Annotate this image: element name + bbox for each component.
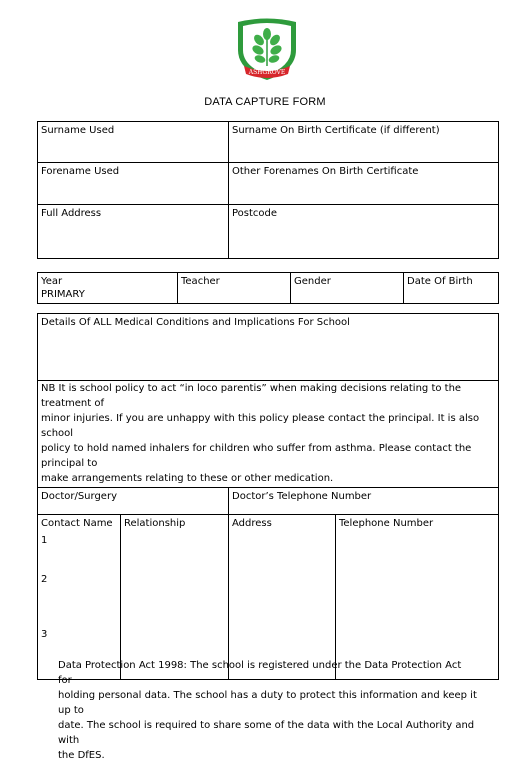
year-label: Year: [41, 276, 63, 287]
forename-used-label: Forename Used: [41, 166, 120, 177]
gender-field[interactable]: [291, 273, 404, 304]
year-field[interactable]: [38, 273, 178, 304]
forename-used-field[interactable]: [38, 163, 229, 205]
address-column[interactable]: [229, 515, 336, 680]
medical-conditions-label: Details Of ALL Medical Conditions and Implications For School: [41, 317, 350, 328]
doctor-surgery-field[interactable]: [38, 488, 229, 515]
data-protection-notice: [58, 658, 478, 763]
nb-line: policy to hold named inhalers for children who suffer from asthma. Please contact the principal to: [41, 443, 472, 469]
form-title: DATA CAPTURE FORM: [204, 96, 326, 108]
teacher-field[interactable]: [178, 273, 291, 304]
footer-line: date. The school is required to share some of the data with the Local Authority and with: [58, 720, 475, 746]
crest-motto: ASHGROVE: [248, 69, 286, 76]
full-address-label: Full Address: [41, 208, 102, 219]
contact-number-2: 2: [41, 574, 48, 585]
postcode-field[interactable]: [229, 205, 499, 259]
address-label: Address: [232, 518, 272, 529]
surname-birth-label: Surname On Birth Certificate (if different): [232, 125, 440, 136]
nb-line: make arrangements relating to these or other medication.: [41, 473, 334, 484]
dob-field[interactable]: [404, 273, 499, 304]
medical-conditions-field[interactable]: [38, 314, 499, 381]
doctor-surgery-label: Doctor/Surgery: [41, 491, 117, 502]
other-forenames-label: Other Forenames On Birth Certificate: [232, 166, 419, 177]
gender-label: Gender: [294, 276, 331, 287]
doctor-phone-label: Doctor’s Telephone Number: [232, 491, 372, 502]
contact-number-3: 3: [41, 629, 48, 640]
postcode-label: Postcode: [232, 208, 278, 219]
telephone-column[interactable]: [336, 515, 499, 680]
relationship-label: Relationship: [124, 518, 186, 529]
footer-line: Data Protection Act 1998: The school is registered under the Data Protection Act for: [58, 660, 462, 686]
nb-line: NB It is school policy to act “in loco parentis” when making decisions relating to the treatment of: [41, 383, 462, 409]
telephone-label: Telephone Number: [339, 518, 434, 529]
footer-line: the DfES.: [58, 750, 105, 761]
nb-line: minor injuries. If you are unhappy with this policy please contact the principal. It is also school: [41, 413, 480, 439]
doctor-phone-field[interactable]: [229, 488, 499, 515]
contact-name-label: Contact Name: [41, 518, 113, 529]
contact-number-1: 1: [41, 535, 48, 546]
nb-policy-notice: [38, 381, 499, 488]
medical-contacts-table: [37, 313, 499, 680]
year-value: PRIMARY: [41, 289, 85, 300]
personal-details-table: [37, 121, 499, 259]
footer-line: holding personal data. The school has a duty to protect this information and keep it up to: [58, 690, 477, 716]
dob-label: Date Of Birth: [407, 276, 473, 287]
surname-used-label: Surname Used: [41, 125, 115, 136]
surname-used-field[interactable]: [38, 122, 229, 163]
other-forenames-field[interactable]: [229, 163, 499, 205]
school-details-table: [37, 272, 499, 304]
surname-birth-field[interactable]: [229, 122, 499, 163]
school-crest-logo: [232, 18, 302, 82]
full-address-field[interactable]: [38, 205, 229, 259]
teacher-label: Teacher: [181, 276, 220, 287]
relationship-column[interactable]: [121, 515, 229, 680]
contact-name-column[interactable]: [38, 515, 121, 680]
